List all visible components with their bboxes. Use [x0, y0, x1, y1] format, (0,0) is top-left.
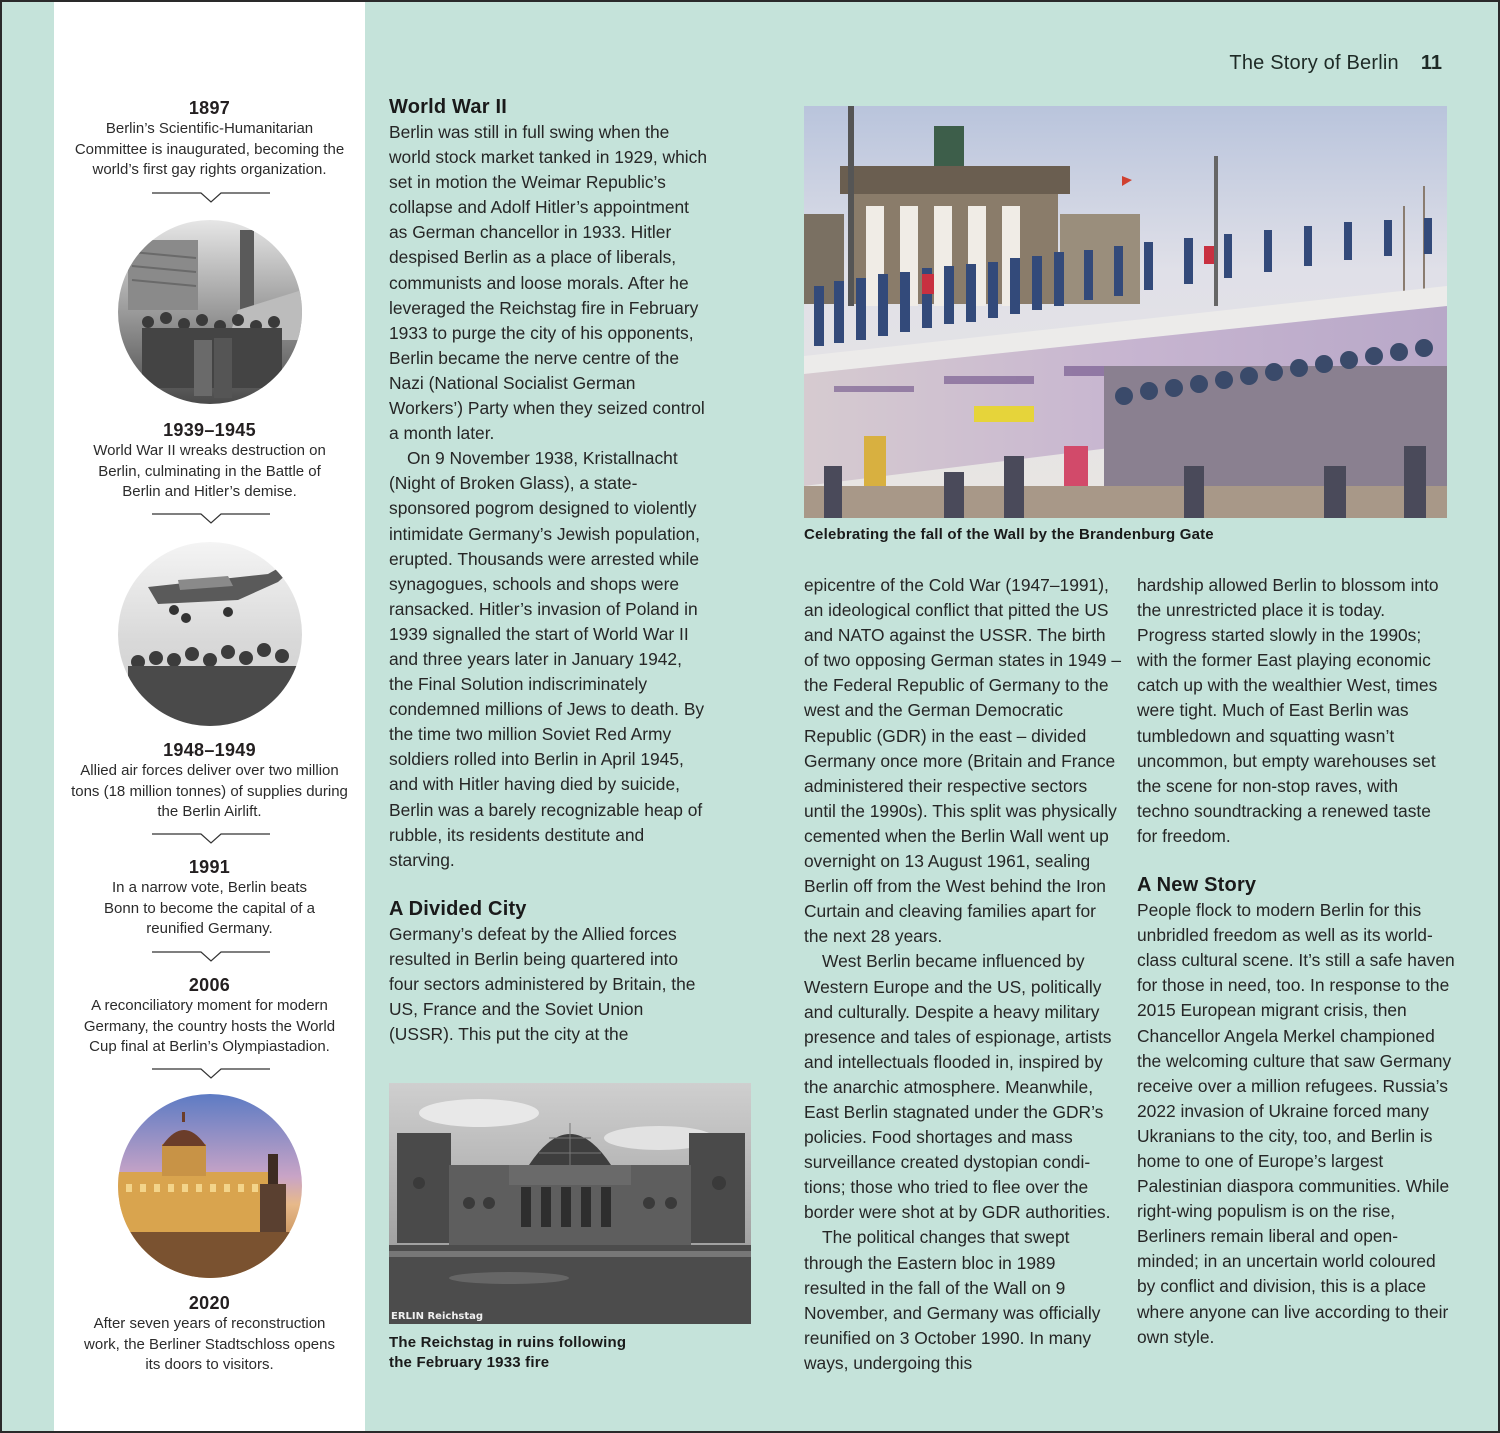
timeline-sidebar: [54, 2, 365, 1431]
section-heading-divided-city: A Divided City: [389, 897, 527, 920]
timeline-entry: [54, 739, 365, 823]
body-paragraph: Germany’s defeat by the Allied forces resulted in Berlin being quartered into four sectors administered by Britain, the US, France and the Soviet Union (USSR). This put the city at the: [389, 923, 696, 1045]
body-paragraph: People flock to modern Berlin for this unbridled freedom as well as its world-class cultural scene. It’s still a safe haven for those in need, too. In response to the 2015 European migrant crisis, then Chancellor Angela Merkel championed the welcoming culture that saw Germany receive over a million refugees. Russia’s 2022 invasion of Ukraine forced many Ukranians to the city, too, and Berlin is home to one of Europe’s largest Palestinian diaspora communities. While right-wing populism is on the rise, Berliners remain liberal and open-minded; in an uncertain world coloured by conflict and division, this is a place where anyone can live according to their own style.: [1137, 900, 1455, 1347]
timeline-entry: [54, 974, 365, 1058]
timeline-divider-chevron-icon: [152, 192, 270, 204]
timeline-entry: [54, 856, 365, 940]
timeline-year: 1897: [188, 98, 231, 118]
reichstag-ruins-photo: [389, 1083, 751, 1324]
berlin-wall-fall-photo: [804, 106, 1447, 518]
timeline-year: 1948–1949: [163, 740, 256, 760]
wall-caption: Celebrating the fall of the Wall by the Brandenburg Gate: [804, 526, 1214, 543]
body-paragraph: The political changes that swept through the Eastern bloc in 1989 resulted in the fall of the Wall on 9 November, and Germany was officially reunified on 3 October 1990. In many ways, undergoing this: [804, 1227, 1101, 1373]
timeline-entry: [54, 419, 365, 503]
running-header: [1229, 52, 1442, 75]
photo-label: ERLIN Reichstag: [391, 1311, 484, 1322]
berlin-airlift-photo: [118, 542, 302, 726]
timeline-divider-chevron-icon: [152, 1068, 270, 1080]
timeline-text: In a narrow vote, Berlin beats Bonn to become the capital of a reunified Germany.: [104, 879, 315, 937]
timeline-entry: [54, 97, 365, 181]
timeline-year: 2020: [188, 1293, 231, 1313]
section-heading-world-war-ii: World War II: [389, 96, 507, 118]
stadtschloss-photo: [118, 1094, 302, 1278]
article-column-3: [1137, 573, 1455, 1350]
reichstag-caption: The Reichstag in ruins following the February 1933 fire: [389, 1334, 627, 1371]
body-paragraph: hardship allowed Berlin to blossom into the unrestricted place it is today. Progress started slowly in the 1990s; with the former East playing economic catch up with the wealthier West, times were tight. Much of East Berlin was tumbledown and squatting wasn’t uncommon, but empty warehouses set the scene for non-stop raves, with techno soundtracking a renewed taste for freedom.: [1137, 575, 1439, 846]
body-paragraph: West Berlin became influenced by Western Europe and the US, politically and culturally. Despite a heavy military presence and tales of espionage, artists and intellectuals flooded in, inspired by the anarchic atmosphere. Meanwhile, East Berlin stagnated under the GDR’s policies. Food shortages and mass surveillance created dystopian condi-tions; those who tried to flee over the border were shot at by GDR authorities.: [804, 951, 1112, 1223]
body-paragraph: epicentre of the Cold War (1947–1991), an ideological conflict that pitted the US and NATO against the USSR. The birth of two opposing German states in 1949 – the Federal Republic of Germany to the west and the German Democratic Republic (GDR) in the east – divided Germany once more (Britain and France administered their respective sectors until the 1990s). This split was physically cemented when the Berlin Wall went up overnight on 13 August 1961, sealing Berlin off from the West behind the Iron Curtain and cleaving families apart for the next 28 years.: [804, 575, 1122, 947]
article-column-2: [804, 573, 1122, 1376]
page-number: 11: [1420, 52, 1442, 74]
section-title: The Story of Berlin: [1229, 52, 1399, 74]
timeline-entry: [54, 1292, 365, 1376]
timeline-year: 1939–1945: [163, 420, 256, 440]
timeline-text: Allied air forces deliver over two million tons (18 million tonnes) of supplies during the Berlin Airlift.: [71, 762, 348, 820]
timeline-divider-chevron-icon: [152, 951, 270, 963]
article-column-1: [389, 95, 709, 1047]
timeline-divider-chevron-icon: [152, 513, 270, 525]
body-paragraph: Berlin was still in full swing when the world stock market tanked in 1929, which set in motion the Weimar Republic’s collapse and Adolf Hitler’s appointment as German chancellor in 1933. Hitler despised Berlin as a place of liberals, communists and loose morals. After he leveraged the Reichstag fire in February 1933 to purge the city of his opponents, Berlin became the nerve centre of the Nazi (National Socialist German Workers’) Party when they seized control a month later.: [389, 122, 708, 444]
book-page: [2, 2, 1498, 1431]
timeline-text: Berlin’s Scientific-Humanitarian Committee is inaugurated, becoming the world’s first gay rights organization.: [74, 120, 345, 178]
timeline-text: After seven years of reconstruction work, the Berliner Stadtschloss opens its doors to visitors.: [84, 1315, 335, 1373]
timeline-year: 2006: [188, 975, 231, 995]
timeline-year: 1991: [188, 857, 231, 877]
timeline-text: World War II wreaks destruction on Berlin, culminating in the Battle of Berlin and Hitler’s demise.: [93, 442, 326, 500]
timeline-text: A reconciliatory moment for modern Germany, the country hosts the World Cup final at Berlin’s Olympiastadion.: [83, 997, 336, 1055]
ww2-soldiers-photo: [118, 220, 302, 404]
timeline-divider-chevron-icon: [152, 833, 270, 845]
section-heading-new-story: A New Story: [1137, 874, 1257, 897]
body-paragraph: On 9 November 1938, Kristallnacht (Night of Broken Glass), a state-sponsored pogrom designed to violently intimidate Germany’s Jewish population, erupted. Thousands were arrested while synagogues, schools and shops were ransacked. Hitler’s invasion of Poland in 1939 signalled the start of World War II and three years later in January 1942, the Final Solution indiscriminately condemned millions of Jews to death. By the time two million Soviet Red Army soldiers rolled into Berlin in April 1945, and with Hitler having died by suicide, Berlin was a barely recognizable heap of rubble, its residents destitute and starving.: [389, 448, 705, 870]
